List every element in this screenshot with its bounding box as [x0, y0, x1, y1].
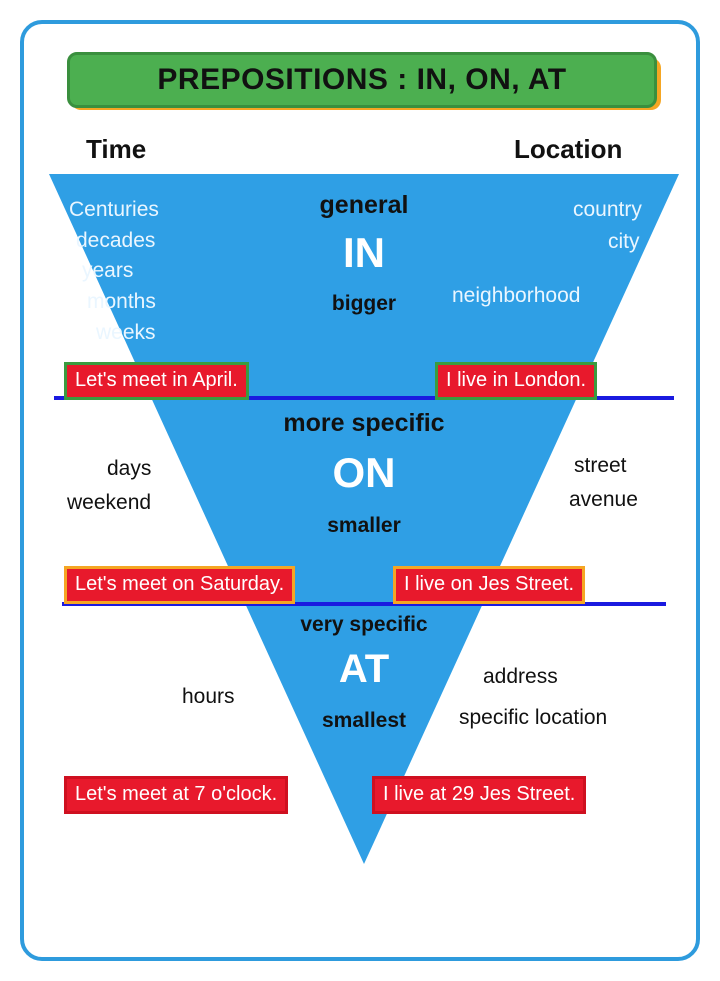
- time-word-months: months: [87, 290, 156, 313]
- preposition-poster: [20, 20, 700, 961]
- level-on-preposition: ON: [332, 449, 396, 496]
- location-word-city: city: [608, 230, 640, 253]
- level-in-specificity: general: [319, 191, 409, 219]
- level-on-specificity: more specific: [283, 409, 445, 437]
- column-heading-location: Location: [514, 134, 623, 164]
- title-banner: [67, 52, 661, 110]
- example-in-time: Let's meet in April.: [64, 362, 249, 400]
- location-word-country: country: [573, 198, 642, 221]
- level-in-size: bigger: [331, 292, 397, 315]
- time-word-years: years: [82, 259, 134, 282]
- level-on-size: smaller: [327, 514, 401, 537]
- example-at-time: Let's meet at 7 o'clock.: [64, 776, 288, 814]
- column-heading-time: Time: [86, 134, 147, 164]
- time-word-weeks: weeks: [96, 321, 156, 344]
- location-word-address: address: [483, 665, 558, 688]
- level-in-preposition: IN: [343, 229, 385, 276]
- example-at-location: I live at 29 Jes Street.: [372, 776, 586, 814]
- time-word-decades: decades: [76, 229, 156, 252]
- example-in-location: I live in London.: [435, 362, 597, 400]
- example-on-location: I live on Jes Street.: [393, 566, 585, 604]
- level-at-preposition: AT: [338, 647, 390, 691]
- time-word-hours: hours: [182, 685, 235, 708]
- example-on-time: Let's meet on Saturday.: [64, 566, 295, 604]
- page-title: PREPOSITIONS : IN, ON, AT: [157, 63, 567, 96]
- level-at-size: smallest: [321, 709, 407, 732]
- level-at-specificity: very specific: [300, 613, 428, 636]
- time-word-weekend: weekend: [67, 491, 152, 514]
- time-word-centuries: Centuries: [69, 198, 159, 221]
- location-word-avenue: avenue: [569, 488, 638, 511]
- location-word-specific-location: specific location: [459, 706, 608, 729]
- title-box: [67, 52, 657, 108]
- location-word-street: street: [574, 454, 627, 477]
- time-word-days: days: [107, 457, 152, 480]
- location-word-neighborhood: neighborhood: [452, 284, 581, 307]
